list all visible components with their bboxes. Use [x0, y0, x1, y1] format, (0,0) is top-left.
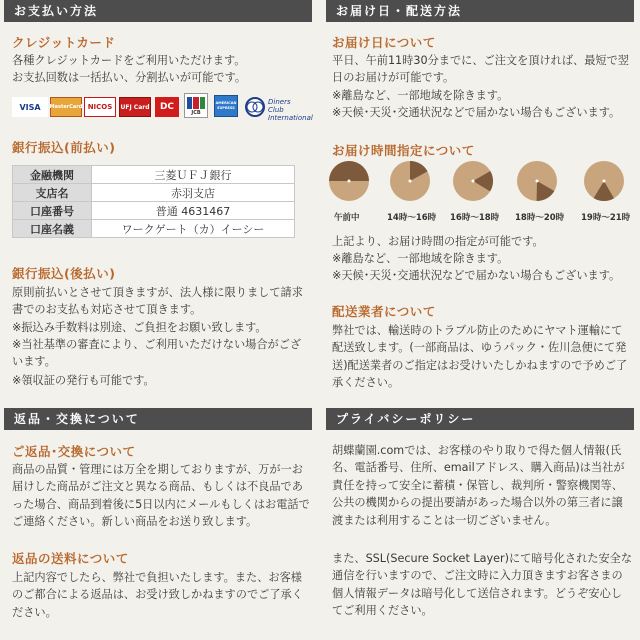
carrier-text: 弊社では、輸送時のトラブル防止のためにヤマト運輸にて配送致します。(一部商品は、ゆうパック・佐川急便にて発送)配送業者のご指定はお受けいたしかねますので予めご了承ください。	[332, 324, 628, 390]
diners-logo: Diners Club International	[244, 96, 306, 118]
return-shipping-title: 返品の送料について	[12, 551, 129, 566]
time-slot-label: 19時〜21時	[581, 213, 631, 223]
bank-table-row	[13, 166, 295, 184]
nicos-logo: NICOS	[84, 97, 116, 117]
clock-center	[603, 180, 606, 183]
clock-center	[472, 180, 475, 183]
returns-exchange-title: ご返品･交換について	[12, 444, 136, 459]
bank-table-value: 普通 4631467	[92, 202, 295, 220]
time-slot-label: 午前中	[334, 213, 360, 223]
delivery-time-line-1: 上記より、お届け時間の指定が可能です。	[332, 235, 544, 248]
bank-postpay-line-2: ※振込み手数料は別途、ご負担をお願い致します。	[12, 321, 267, 334]
returns-exchange-text: 商品の品質・管理には万全を期しておりますが、万が一お届けした商品がご注文と異なる商品、もしくは不良品であった場合、商品到着後に5日以内にメールもしくはお電話でご連絡ください。新しい商品をお送り致します。	[12, 463, 310, 529]
payment-header: お支払い方法	[4, 0, 312, 22]
clock-slot-wedge	[329, 161, 369, 181]
clock-18-20-icon	[516, 160, 558, 202]
bank-postpay-line-4: ※領収証の発行も可能です。	[12, 374, 155, 387]
clock-center	[348, 180, 351, 183]
clock-center	[409, 180, 412, 183]
bank-postpay-line-1: 原則前払いとさせて頂きますが、法人様に限りまして請求書でのお支払も対応させて頂きます。	[12, 286, 303, 317]
bank-table-label: 口座番号	[13, 202, 92, 220]
bank-table-value: 赤羽支店	[92, 184, 295, 202]
delivery-date-line-3: ※天候･天災･交通状況などで届かない場合もございます。	[332, 106, 621, 119]
bank-table-label: 支店名	[13, 184, 92, 202]
returns-header: 返品・交換について	[4, 408, 312, 430]
bank-table-row	[13, 220, 295, 238]
privacy-header: プライバシーポリシー	[326, 408, 634, 430]
mastercard-logo: MasterCard	[50, 97, 82, 117]
delivery-date-line-1: 平日、午前11時30分までに、ご注文を頂ければ、最短で翌日のお届けが可能です。	[332, 54, 629, 85]
delivery-date-title: お届け日について	[332, 35, 436, 50]
return-shipping-text: 上記内容でしたら、弊社で負担いたします。また、お客様のご都合による返品は、お受け致しかねますのでご了承ください。	[12, 571, 303, 619]
bank-postpay-line-3: ※当社基準の審査により、ご利用いただけない場合がございます。	[12, 338, 302, 369]
delivery-section	[326, 0, 634, 392]
privacy-text-2: また、SSL(Secure Socket Layer)にて暗号化された安全な通信を行いますので、ご注文時に入力頂きますお客さまの個人情報データは暗号化して送信されます。どうぞ安心してご利用ください。	[332, 552, 633, 618]
delivery-time-line-3: ※天候･天災･交通状況などで届かない場合もございます。	[332, 269, 621, 282]
carrier-title: 配送業者について	[332, 304, 436, 319]
bank-table-value: ワークゲート（カ）イーシー	[92, 220, 295, 238]
bank-table-row	[13, 202, 295, 220]
jcb-logo-text: JCB	[191, 110, 201, 116]
privacy-text-1: 胡蝶蘭園.comでは、お客様のやり取りで得た個人情報(氏名、電話番号、住所、emailアドレス、購入商品)は当社が責任を持って安全に蓄積・保管し、裁判所・警察機関等、公共の機関からの提出要請があった場合以外の第三者に譲渡または利用することは一切ございません。	[332, 444, 625, 527]
delivery-time-title: お届け時間指定について	[332, 143, 475, 158]
dc-logo: DC	[155, 97, 179, 117]
time-slot-label: 18時〜20時	[515, 213, 565, 223]
bank-account-table	[12, 165, 295, 238]
credit-card-line-2: お支払回数は一括払い、分割払いが可能です。	[12, 71, 247, 84]
privacy-section	[326, 408, 634, 640]
clock-center	[536, 180, 539, 183]
time-slot-label: 14時〜16時	[387, 213, 437, 223]
clock-morning-icon	[328, 160, 370, 202]
clock-14-16-icon	[389, 160, 431, 202]
bank-table-row	[13, 184, 295, 202]
ufj-card-logo: UFJ Card	[119, 97, 151, 117]
credit-card-line-1: 各種クレジットカードをご利用いただけます。	[12, 54, 246, 67]
clock-16-18-icon	[452, 160, 494, 202]
time-slot-label: 16時〜18時	[450, 213, 500, 223]
jcb-logo	[184, 93, 208, 118]
delivery-time-line-2: ※離島など、一部地域を除きます。	[332, 252, 509, 265]
bank-postpay-title: 銀行振込(後払い)	[12, 266, 116, 281]
returns-section	[4, 408, 312, 640]
bank-table-label: 金融機関	[13, 166, 92, 184]
delivery-header: お届け日・配送方法	[326, 0, 634, 22]
clock-19-21-icon	[583, 160, 625, 202]
visa-logo: VISA	[12, 97, 48, 117]
delivery-date-line-2: ※離島など、一部地域を除きます。	[332, 89, 509, 102]
bank-prepay-title: 銀行振込(前払い)	[12, 140, 116, 155]
amex-logo: AMERICAN EXPRESS	[214, 95, 238, 117]
bank-table-label: 口座名義	[13, 220, 92, 238]
credit-card-title: クレジットカード	[12, 35, 116, 50]
bank-table-value: 三菱ＵＦＪ銀行	[92, 166, 295, 184]
payment-section	[4, 0, 312, 392]
